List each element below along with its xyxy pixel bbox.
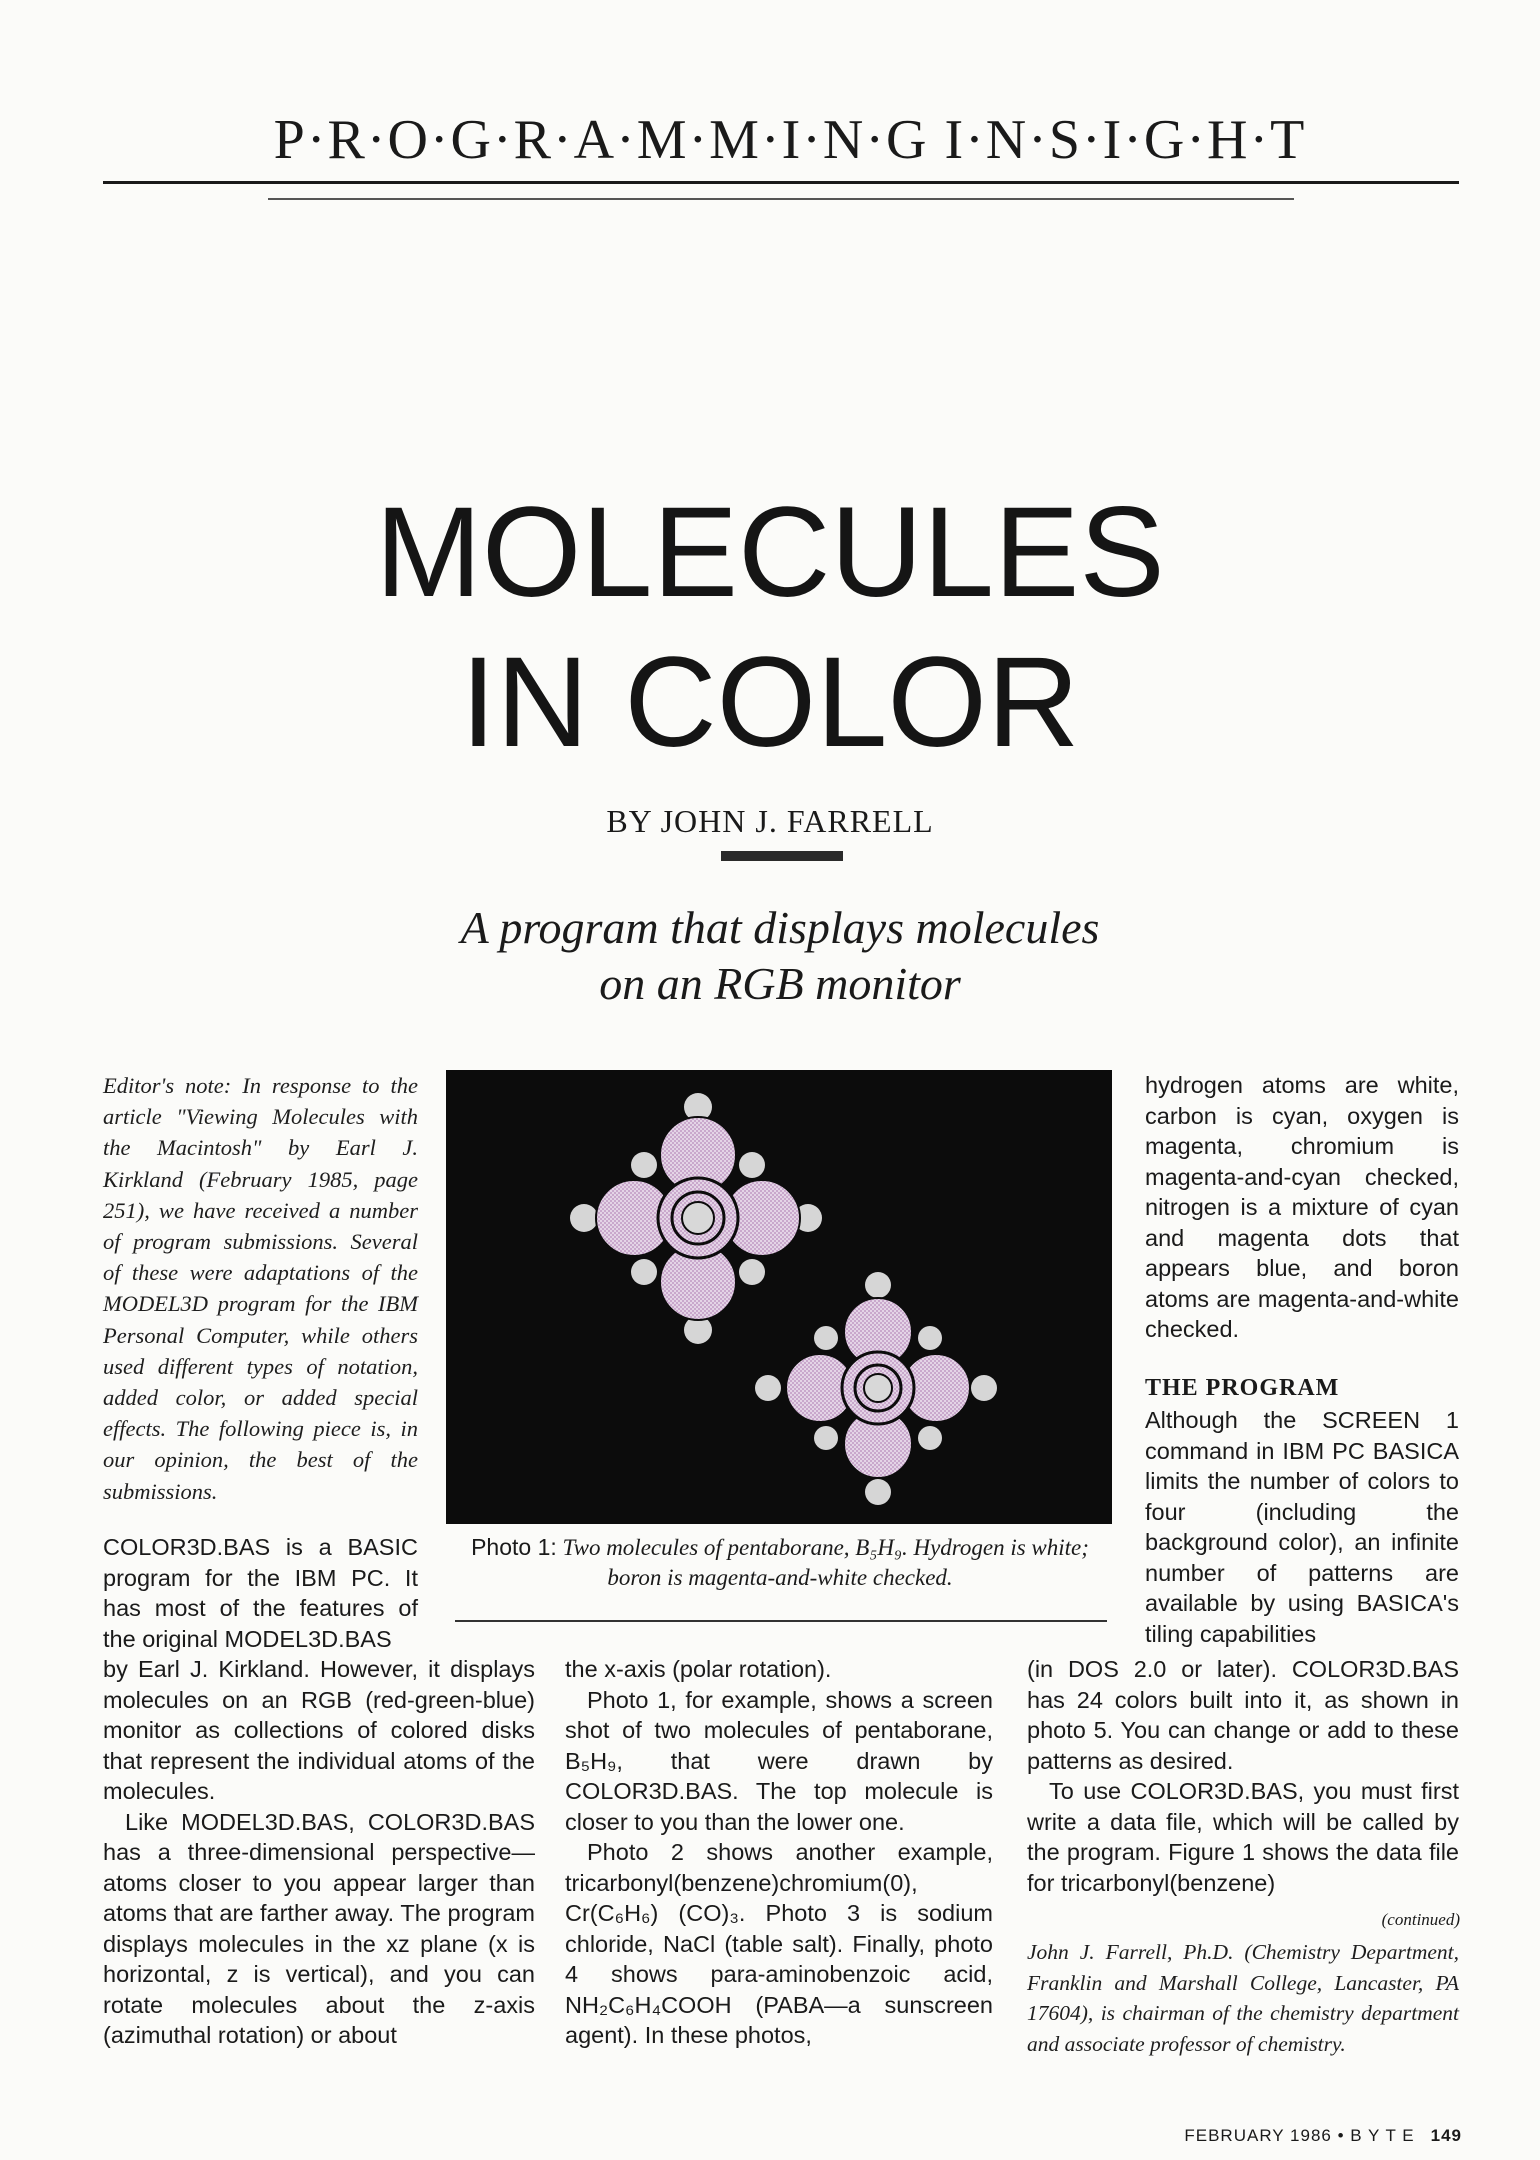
pentaborane-molecule-image — [446, 1070, 1112, 1524]
col1-paragraph-1-top: COLOR3D.BAS is a BASIC program for the IBM PC. It has most of the features of the original MODEL3D.BAS — [103, 1534, 418, 1652]
column-3-top — [1145, 1070, 1459, 1649]
col2-paragraph-2: Photo 1, for example, shows a screen shot of two molecules of pentaborane, B₅H₉, that were drawn by COLOR3D.BAS. The top molecule is closer to you than the lower one. — [565, 1686, 993, 1835]
column-1-top — [103, 1532, 418, 1654]
hydrogen-atom — [918, 1426, 942, 1450]
page-footer — [1060, 2126, 1462, 2146]
molecule-bottom — [755, 1272, 997, 1505]
hydrogen-atom — [814, 1326, 838, 1350]
title-line-2: IN COLOR — [460, 631, 1080, 774]
article-title — [200, 478, 1340, 778]
col2-paragraph-1: the x-axis (polar rotation). — [565, 1656, 832, 1682]
subtitle-line-2: on an RGB monitor — [599, 958, 961, 1009]
hydrogen-atom — [971, 1375, 997, 1401]
hydrogen-atom — [631, 1152, 657, 1178]
hydrogen-atom — [570, 1204, 598, 1232]
hydrogen-atom — [918, 1326, 942, 1350]
photo-caption-text: Two molecules of pentaborane, B₅H₉. Hydrogen is white; boron is magenta-and-white checked. — [562, 1535, 1089, 1590]
col3-paragraph-3: To use COLOR3D.BAS, you must first write a data file, which will be called by the program. Figure 1 shows the data file for tricarbonyl(benzene) — [1027, 1778, 1459, 1896]
byline-bar — [721, 851, 843, 861]
hydrogen-atom — [682, 1202, 714, 1234]
photo-caption-label: Photo 1: — [471, 1534, 557, 1560]
editor-note: Editor's note: In response to the article "Viewing Molecules with the Macintosh" by Earl J. Kirkland (February 1985, page 251), we have received a number of program submissions. Several of these were adaptations of the MODEL3D program for the IBM Personal Computer, while others used different types of notation, added color, or added special effects. The following piece is, in our opinion, the best of the submissions. — [103, 1073, 418, 1504]
header-rule-thin — [268, 198, 1294, 200]
col3-paragraph-2-top: Although the SCREEN 1 command in IBM PC BASICA limits the number of colors to four (including the background color), an infinite number of patterns are available by using BASICA's tiling capabilities — [1145, 1407, 1459, 1647]
hydrogen-atom — [814, 1426, 838, 1450]
molecule-top — [570, 1093, 822, 1344]
col3-paragraph-1: hydrogen atoms are white, carbon is cyan, oxygen is magenta, chromium is magenta-and-cyan checked, nitrogen is a mixture of cyan and magenta dots that appears blue, and boron atoms are magenta-and-white checked. — [1145, 1072, 1459, 1342]
hydrogen-atom — [755, 1375, 781, 1401]
hydrogen-atom — [865, 1272, 891, 1298]
col1-paragraph-1-bottom: by Earl J. Kirkland. However, it displays molecules on an RGB (red-green-blue) monitor as collections of colored disks that represent the individual atoms of the molecules. — [103, 1656, 535, 1804]
column-1 — [103, 1654, 535, 2051]
hydrogen-atom — [864, 1374, 892, 1402]
section-heading-the-program: THE PROGRAM — [1145, 1374, 1340, 1401]
hydrogen-atom — [865, 1479, 891, 1505]
header-rule-thick — [103, 181, 1459, 184]
col2-paragraph-3: Photo 2 shows another example, tricarbonyl(benzene)chromium(0), Cr(C₆H₆) (CO)₃. Photo 3 is sodium chloride, NaCl (table salt). Finally, photo 4 shows para-aminobenzoic acid, NH₂C₆H₄COOH (PABA—a sunscreen agent). In these photos, — [565, 1839, 993, 2048]
hydrogen-atom — [739, 1259, 765, 1285]
photo-caption — [450, 1532, 1110, 1593]
byline: BY JOHN J. FARRELL — [606, 803, 934, 839]
column-3 — [1027, 1654, 1459, 1898]
continued-note: (continued) — [1381, 1910, 1460, 1929]
caption-rule — [455, 1620, 1107, 1622]
subtitle-line-1: A program that displays molecules — [460, 902, 1100, 953]
page-number: 149 — [1430, 2126, 1462, 2145]
section-header: P·R·O·G·R·A·M·M·I·N·G I·N·S·I·G·H·T — [273, 109, 1307, 171]
title-line-1: MOLECULES — [375, 481, 1165, 624]
hydrogen-atom — [631, 1259, 657, 1285]
col3-paragraph-2-bottom: (in DOS 2.0 or later). COLOR3D.BAS has 24 colors built into it, as shown in photo 5. You can change or add to these patterns as desired. — [1027, 1656, 1459, 1774]
column-2 — [565, 1654, 993, 2051]
article-subtitle — [360, 900, 1200, 1012]
col1-paragraph-2: Like MODEL3D.BAS, COLOR3D.BAS has a three-dimensional perspective—atoms closer to you appear larger than atoms that are farther away. The program displays molecules in the xz plane (x is horizontal, z is vertical), and you can rotate molecules about the z-axis (azimuthal rotation) or about — [103, 1808, 535, 2048]
pentaborane-molecules-svg — [446, 1070, 1112, 1524]
footer-issue: FEBRUARY 1986 • B Y T E — [1184, 2126, 1415, 2145]
hydrogen-atom — [739, 1152, 765, 1178]
author-bio: John J. Farrell, Ph.D. (Chemistry Department, Franklin and Marshall College, Lancaster, PA 17604), is chairman of the chemistry department and associate professor of chemistry. — [1027, 1940, 1459, 2056]
